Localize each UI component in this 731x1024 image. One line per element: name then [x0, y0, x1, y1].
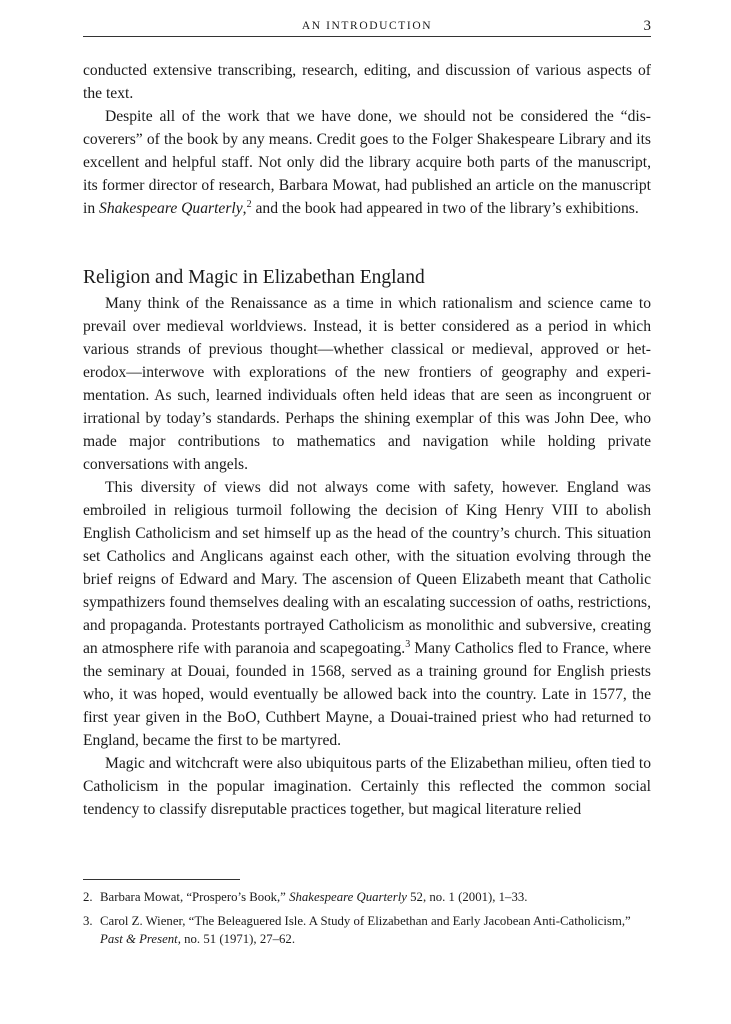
- footnote-number: 2.: [83, 890, 93, 904]
- page-number: 3: [643, 18, 651, 34]
- paragraph-continued: [83, 59, 651, 105]
- footnote-journal-title: Shakespeare Quarterly: [289, 890, 407, 904]
- footnote-journal-title: Past & Present,: [100, 932, 181, 946]
- footnote-2: [83, 888, 651, 906]
- footnote-3: [83, 912, 651, 948]
- paragraph-text: Many think of the Renaissance as a time in which rationalism and science came to prevail over medieval worldviews. Instead, it is better considered as a period in which various strands of previous thought—whether classical or medieval, approved or heterodox—interwove with explorations of the new frontiers of geography and experimentation. As such, learned individuals often held ideas that are seen as incongruent or irrational by today’s standards. Perhaps the shining exemplar of this was John Dee, who made major contributions to mathematics and navigation while holding private conversations with angels.: [83, 295, 651, 473]
- footnote-text: no. 51 (1971), 27–62.: [180, 932, 296, 946]
- punctuation: ,: [242, 200, 247, 217]
- paragraph-diversity: [83, 476, 651, 752]
- footnotes: [83, 882, 651, 948]
- footnote-number: 3.: [83, 914, 93, 928]
- running-header: [83, 18, 651, 37]
- paragraph-text: and the book had appeared in two of the library’s exhibitions.: [251, 200, 639, 217]
- paragraph-credits: [83, 105, 651, 220]
- paragraph-text: Despite all of the work that we have done, we should not be considered the “discoverers” of the book by any means. Credit goes to the Folger Shakespeare Library and its excellent and helpful staff. Not only did the library acquire both parts of the manuscript, its former director of research, Barbara Mowat, had published an article on the manuscript in: [83, 108, 651, 217]
- footnote-reference[interactable]: 2: [246, 199, 252, 210]
- body-text: [83, 59, 651, 821]
- paragraph-text: This diversity of views did not always come with safety, however. England was embroiled in religious turmoil following the decision of King Henry VIII to abolish English Catholicism and set himself up as the head of the country’s church. This situation set Catholics and Anglicans against each other, with the situation evolving through the brief reigns of Edward and Mary. The ascension of Queen Elizabeth meant that Catholic sympathizers found themselves dealing with an escalating succession of oaths, restrictions, and propaganda. Protestants portrayed Catholicism as monolithic and subversive, creating an atmosphere rife with paranoia and scapegoating.: [83, 479, 651, 657]
- footnote-text: Carol Z. Wiener, “The Beleaguered Isle. A Study of Elizabethan and Early Jacobean Anti-Catholicism,”: [100, 914, 631, 928]
- footnote-text: Barbara Mowat, “Prospero’s Book,”: [100, 890, 290, 904]
- journal-title: Shakespeare Quarterly: [99, 200, 243, 217]
- running-title: AN INTRODUCTION: [301, 20, 433, 32]
- section-heading: Religion and Magic in Elizabethan England: [83, 267, 425, 288]
- paragraph-magic: [83, 752, 651, 821]
- footnote-divider: [83, 879, 240, 880]
- paragraph-text: Many Catholics fled to France, where the seminary at Douai, founded in 1568, served as a training ground for English priests who, it was hoped, would eventually be allowed back into the country. Late in 1577, the first year given in the BoO, Cuthbert Mayne, a Douai-trained priest who had returned to England, became the first to be martyred.: [83, 640, 651, 749]
- footnote-reference[interactable]: 3: [405, 639, 411, 650]
- paragraph-renaissance: [83, 292, 651, 476]
- paragraph-text: conducted extensive transcribing, research, editing, and discussion of various aspects of the text.: [83, 62, 651, 102]
- footnote-text: 52, no. 1 (2001), 1–33.: [406, 890, 528, 904]
- paragraph-text: Magic and witchcraft were also ubiquitous parts of the Elizabethan milieu, often tied to Catholicism in the popular imagination. Certainly this reflected the common social tendency to classify disreputable practices together, but magical literature relied: [83, 755, 651, 818]
